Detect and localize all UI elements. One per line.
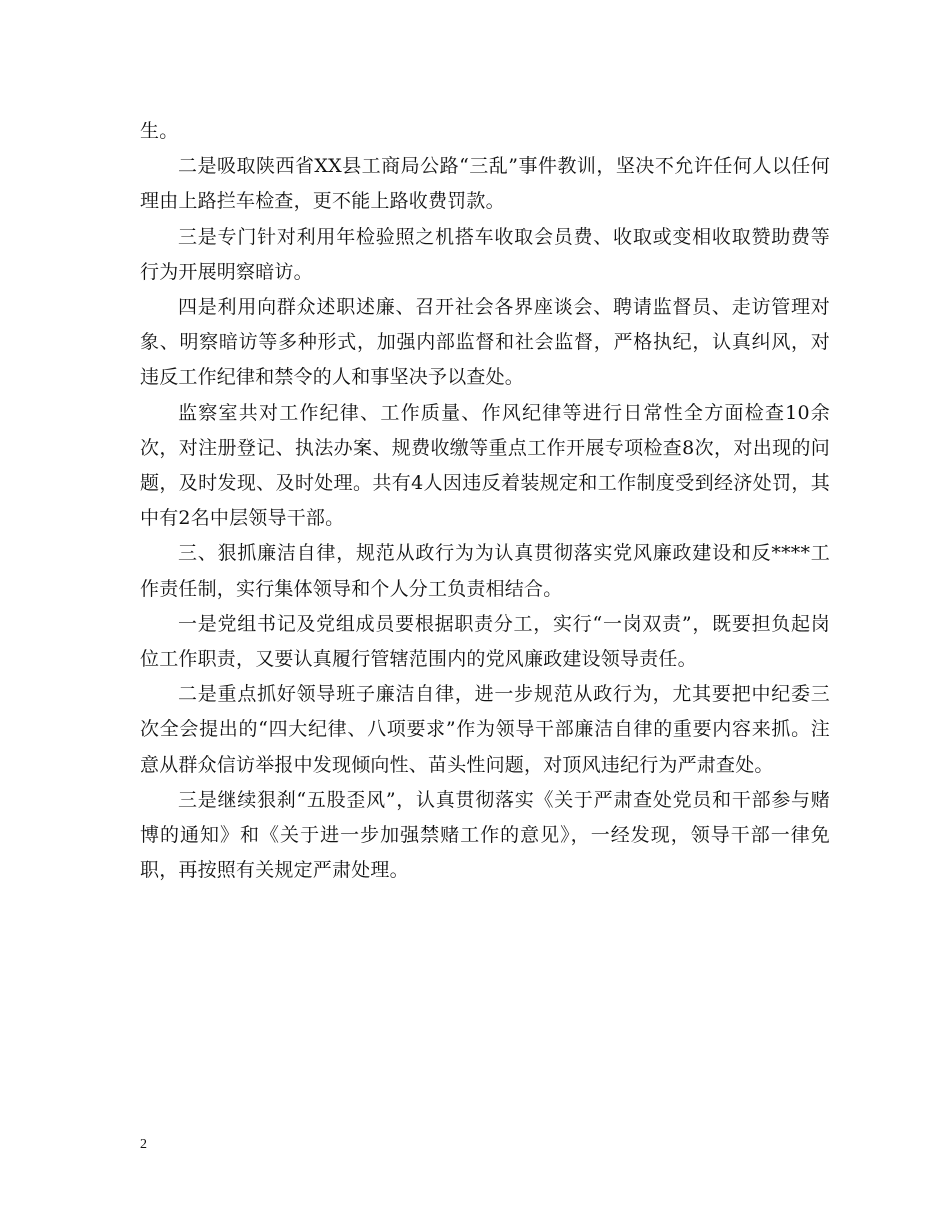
paragraph: 三是继续狠刹“五股歪风”，认真贯彻落实《关于严肃查处党员和干部参与赌博的通知》和《关于进一步加强禁赌工作的意见》，一经发现，领导干部一律免职，再按照有关规定严肃处理。 — [140, 788, 830, 882]
section-heading-paragraph: 三、狠抓廉洁自律，规范从政行为为认真贯彻落实党风廉政建设和反****工作责任制，实行集体领导和个人分工负责相结合。 — [140, 542, 830, 600]
paragraph: 三是专门针对利用年检验照之机搭车收取会员费、收取或变相收取赞助费等行为开展明察暗访。 — [140, 225, 830, 283]
paragraph: 四是利用向群众述职述廉、召开社会各界座谈会、聘请监督员、走访管理对象、明察暗访等多种形式，加强内部监督和社会监督，严格执纪，认真纠风，对违反工作纪律和禁令的人和事坚决予以查处。 — [140, 296, 830, 389]
paragraph-continuation: 生。 — [140, 120, 179, 142]
paragraph: 二是重点抓好领导班子廉洁自律，进一步规范从政行为，尤其要把中纪委三次全会提出的“四大纪律、八项要求”作为领导干部廉洁自律的重要内容来抓。注意从群众信访举报中发现倾向性、苗头性问题，对顶风违纪行为严肃查处。 — [140, 683, 830, 776]
paragraph: 监察室共对工作纪律、工作质量、作风纪律等进行日常性全方面检查10余次，对注册登记、执法办案、规费收缴等重点工作开展专项检查8次，对出现的问题，及时发现、及时处理。共有4人因违反着装规定和工作制度受到经济处罚，其中有2名中层领导干部。 — [140, 401, 830, 530]
paragraph: 一是党组书记及党组成员要根据职责分工，实行“一岗双责”，既要担负起岗位工作职责，又要认真履行管辖范围内的党风廉政建设领导责任。 — [140, 612, 830, 671]
paragraph: 二是吸取陕西省XX县工商局公路“三乱”事件教训，坚决不允许任何人以任何理由上路拦车检查，更不能上路收费罚款。 — [140, 155, 830, 213]
document-body — [140, 114, 830, 888]
page-number: 2 — [140, 1137, 147, 1152]
